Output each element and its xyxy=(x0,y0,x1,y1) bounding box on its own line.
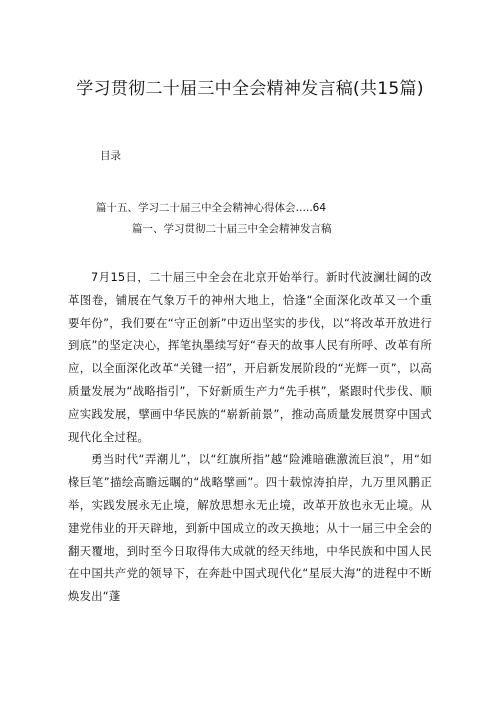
paragraph-2: 勇当时代“弄潮儿”，以“红旗所指”越“险滩暗礁激流巨浪”，用“如椽巨笔”描绘高瞻远瞩的“战略擘画”。四十载惊涛拍岸，九万里风鹏正举，实践发展永无止境，解放思想永无止境，改革开放也永无止境。从建党伟业的开天辟地，到新中国成立的改天换地；从十一届三中全会的翻天覆地，到时至今日取得伟大成就的经天纬地，中华民族和中国人民在中国共产党的领导下，在奔赴中国式现代化“星辰大海”的进程中不断焕发出“蓬 xyxy=(68,452,432,604)
document-title: 学习贯彻二十届三中全会精神发言稿(共15篇) xyxy=(76,79,424,99)
toc-heading: 目录 xyxy=(100,150,121,162)
toc-item-15[interactable]: 篇十五、学习二十届三中全会精神心得体会…..64 xyxy=(96,202,327,214)
toc-item-1[interactable]: 篇一、学习贯彻二十届三中全会精神发言稿 xyxy=(132,223,332,235)
document-body xyxy=(68,266,432,608)
table-of-contents xyxy=(96,198,426,240)
paragraph-1: 7月15日，二十届三中全会在北京开始举行。新时代波澜壮阔的改革图卷，铺展在气象万千的神州大地上，恰逢“全面深化改革又一个重要年份”，我们要在“守正创新”中迈出坚实的步伐，以“将改革开放进行到底”的坚定决心，挥笔执墨续写好“春天的故事人民有所呼、改革有所应，以全面深化改革“关键一招”，开启新发展阶段的“光辉一页”，以高质量发展为“战略指引”，下好新质生产力“先手棋”，紧跟时代步伐、顺应实践发展，擘画中华民族的“崭新前景”，推动高质量发展贯穿中国式现代化全过程。 xyxy=(68,270,432,444)
